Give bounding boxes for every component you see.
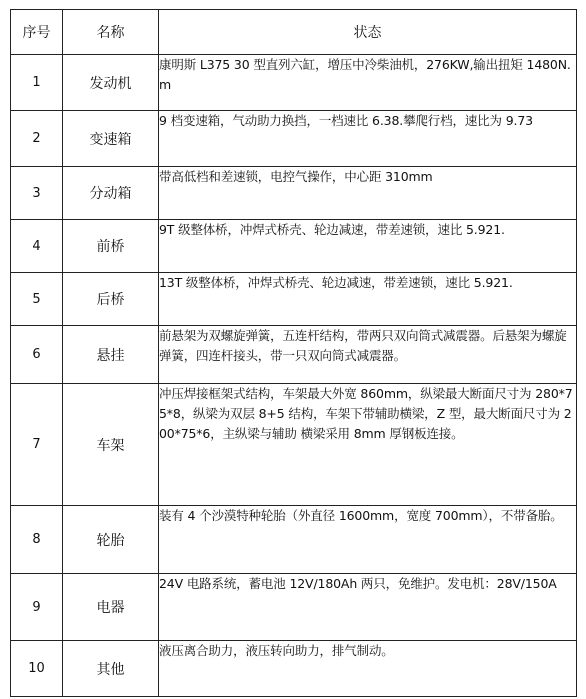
row-no: 1	[11, 55, 63, 111]
row-no: 4	[11, 220, 63, 273]
header-no: 序号	[11, 10, 63, 55]
row-no: 6	[11, 326, 63, 384]
row-no: 5	[11, 273, 63, 326]
table-row	[11, 641, 577, 697]
row-name: 车架	[63, 384, 159, 506]
row-name: 变速箱	[63, 111, 159, 167]
row-status: 带高低档和差速锁，电控气操作，中心距 310mm	[159, 167, 577, 220]
row-name: 轮胎	[63, 506, 159, 574]
table-row	[11, 167, 577, 220]
row-name: 前桥	[63, 220, 159, 273]
row-name: 发动机	[63, 55, 159, 111]
row-name: 其他	[63, 641, 159, 697]
row-status: 9 档变速箱，气动助力换挡，一档速比 6.38.攀爬行档，速比为 9.73	[159, 111, 577, 167]
row-no: 8	[11, 506, 63, 574]
row-name: 后桥	[63, 273, 159, 326]
table-row	[11, 55, 577, 111]
row-status: 前悬架为双螺旋弹簧，五连杆结构，带两只双向筒式减震器。后悬架为螺旋弹簧，四连杆接头，带一只双向筒式减震器。	[159, 326, 577, 384]
table-row	[11, 326, 577, 384]
header-status: 状态	[159, 10, 577, 55]
row-name: 电器	[63, 574, 159, 641]
spec-table-container	[10, 9, 577, 697]
table-row	[11, 384, 577, 506]
row-status: 13T 级整体桥，冲焊式桥壳、轮边减速，带差速锁，速比 5.921.	[159, 273, 577, 326]
spec-table	[10, 9, 577, 697]
row-name: 分动箱	[63, 167, 159, 220]
row-name: 悬挂	[63, 326, 159, 384]
table-header-row	[11, 10, 577, 55]
table-row	[11, 273, 577, 326]
row-status: 9T 级整体桥，冲焊式桥壳、轮边减速，带差速锁，速比 5.921.	[159, 220, 577, 273]
table-row	[11, 574, 577, 641]
row-no: 10	[11, 641, 63, 697]
table-row	[11, 506, 577, 574]
row-status: 24V 电路系统，蓄电池 12V/180Ah 两只，免维护。发电机：28V/150A	[159, 574, 577, 641]
row-status: 康明斯 L375 30 型直列六缸，增压中冷柴油机，276KW,输出扭矩 1480N.m	[159, 55, 577, 111]
row-no: 2	[11, 111, 63, 167]
row-no: 3	[11, 167, 63, 220]
table-row	[11, 220, 577, 273]
row-no: 9	[11, 574, 63, 641]
row-status: 液压离合助力，液压转向助力，排气制动。	[159, 641, 577, 697]
header-name: 名称	[63, 10, 159, 55]
row-no: 7	[11, 384, 63, 506]
table-row	[11, 111, 577, 167]
row-status: 冲压焊接框架式结构，车架最大外宽 860mm，纵梁最大断面尺寸为 280*75*8，纵梁为双层 8+5 结构，车架下带辅助横梁，Z 型，最大断面尺寸为 200*75*6，主纵梁与辅助 横梁采用 8mm 厚钢板连接。	[159, 384, 577, 506]
row-status: 装有 4 个沙漠特种轮胎（外直径 1600mm，宽度 700mm），不带备胎。	[159, 506, 577, 574]
